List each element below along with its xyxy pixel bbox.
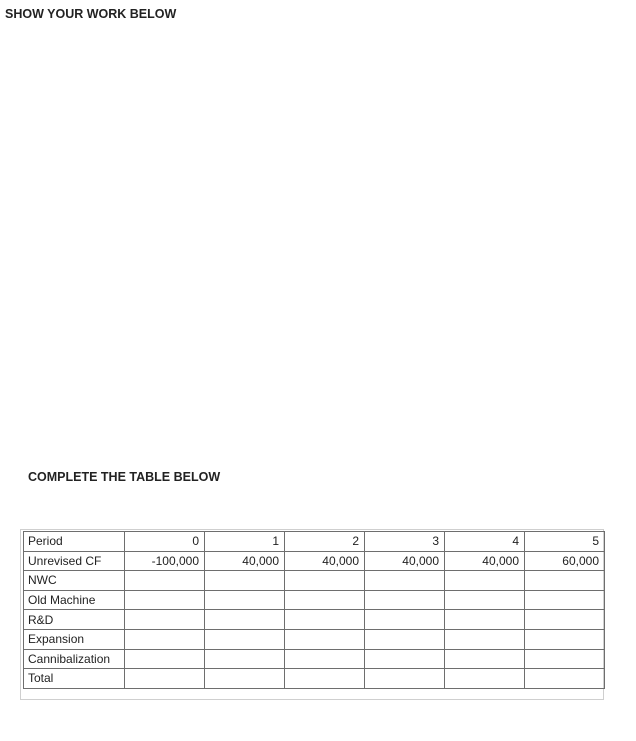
table-cell[interactable]: [525, 571, 605, 591]
row-label: NWC: [24, 571, 125, 591]
table-cell[interactable]: [205, 610, 285, 630]
table-cell: 40,000: [205, 551, 285, 571]
table-row: [24, 669, 605, 689]
table-cell: 40,000: [285, 551, 365, 571]
table-heading: COMPLETE THE TABLE BELOW: [28, 470, 221, 484]
table-cell[interactable]: [365, 629, 445, 649]
table-cell[interactable]: [365, 590, 445, 610]
table-cell[interactable]: [445, 669, 525, 689]
table-cell[interactable]: [285, 629, 365, 649]
table-cell[interactable]: [125, 590, 205, 610]
table-cell[interactable]: [525, 669, 605, 689]
table-cell[interactable]: [205, 669, 285, 689]
table-cell[interactable]: [525, 590, 605, 610]
table-cell[interactable]: [205, 590, 285, 610]
table-row: [24, 551, 605, 571]
table-cell[interactable]: [285, 669, 365, 689]
table-cell[interactable]: [445, 571, 525, 591]
table-row: [24, 629, 605, 649]
table-row: [24, 649, 605, 669]
row-label: Unrevised CF: [24, 551, 125, 571]
table-cell[interactable]: [285, 590, 365, 610]
table-cell[interactable]: [365, 610, 445, 630]
table-cell: 3: [365, 532, 445, 552]
table-cell[interactable]: [205, 571, 285, 591]
table-cell[interactable]: [445, 629, 525, 649]
table-cell: 4: [445, 532, 525, 552]
table-cell[interactable]: [525, 629, 605, 649]
table-row: [24, 532, 605, 552]
row-label: Period: [24, 532, 125, 552]
row-label: Expansion: [24, 629, 125, 649]
table-cell[interactable]: [285, 649, 365, 669]
table-cell[interactable]: [125, 610, 205, 630]
table-cell[interactable]: [365, 649, 445, 669]
table-cell: 2: [285, 532, 365, 552]
table-cell[interactable]: [445, 610, 525, 630]
table-cell[interactable]: [125, 649, 205, 669]
table-cell: 60,000: [525, 551, 605, 571]
row-label: Total: [24, 669, 125, 689]
table-cell[interactable]: [285, 571, 365, 591]
table-row: [24, 610, 605, 630]
row-label: R&D: [24, 610, 125, 630]
table-cell[interactable]: [285, 610, 365, 630]
table-cell[interactable]: [445, 649, 525, 669]
table-cell[interactable]: [365, 571, 445, 591]
table-cell[interactable]: [525, 610, 605, 630]
table-cell[interactable]: [125, 669, 205, 689]
row-label: Old Machine: [24, 590, 125, 610]
table-cell[interactable]: [445, 590, 525, 610]
table-cell[interactable]: [205, 629, 285, 649]
table-cell: 0: [125, 532, 205, 552]
table-row: [24, 571, 605, 591]
table-cell: 40,000: [445, 551, 525, 571]
table-cell[interactable]: [365, 669, 445, 689]
row-label: Cannibalization: [24, 649, 125, 669]
table-cell[interactable]: [125, 629, 205, 649]
table-cell[interactable]: [125, 571, 205, 591]
table-cell: 5: [525, 532, 605, 552]
table-row: [24, 590, 605, 610]
table-cell: -100,000: [125, 551, 205, 571]
table-cell: 40,000: [365, 551, 445, 571]
cash-flow-table: [23, 531, 605, 689]
table-cell: 1: [205, 532, 285, 552]
table-cell[interactable]: [205, 649, 285, 669]
table-cell[interactable]: [525, 649, 605, 669]
show-work-heading: SHOW YOUR WORK BELOW: [5, 7, 177, 21]
